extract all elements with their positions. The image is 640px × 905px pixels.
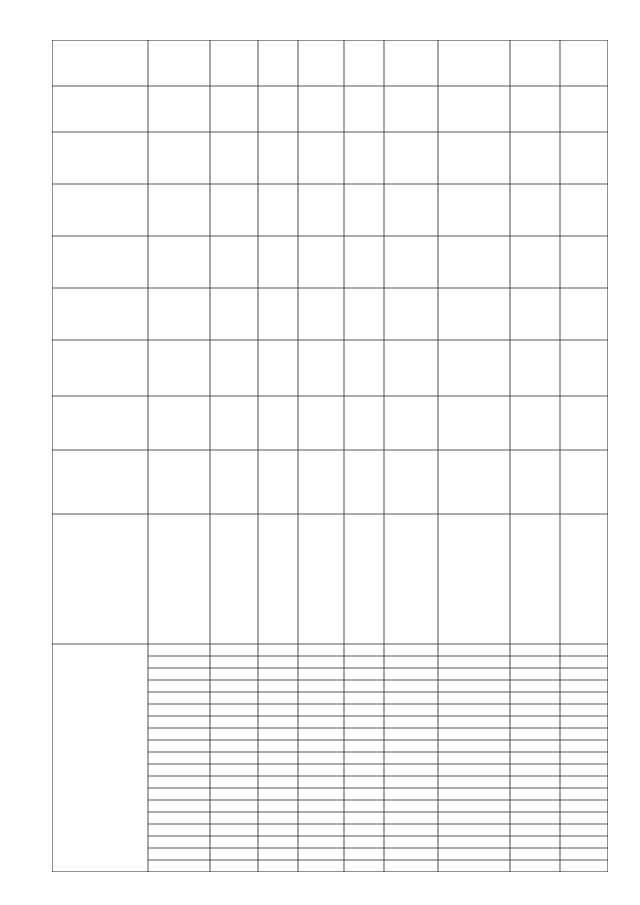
budget-program-table-grid (52, 40, 608, 872)
document-sheet (52, 40, 608, 872)
